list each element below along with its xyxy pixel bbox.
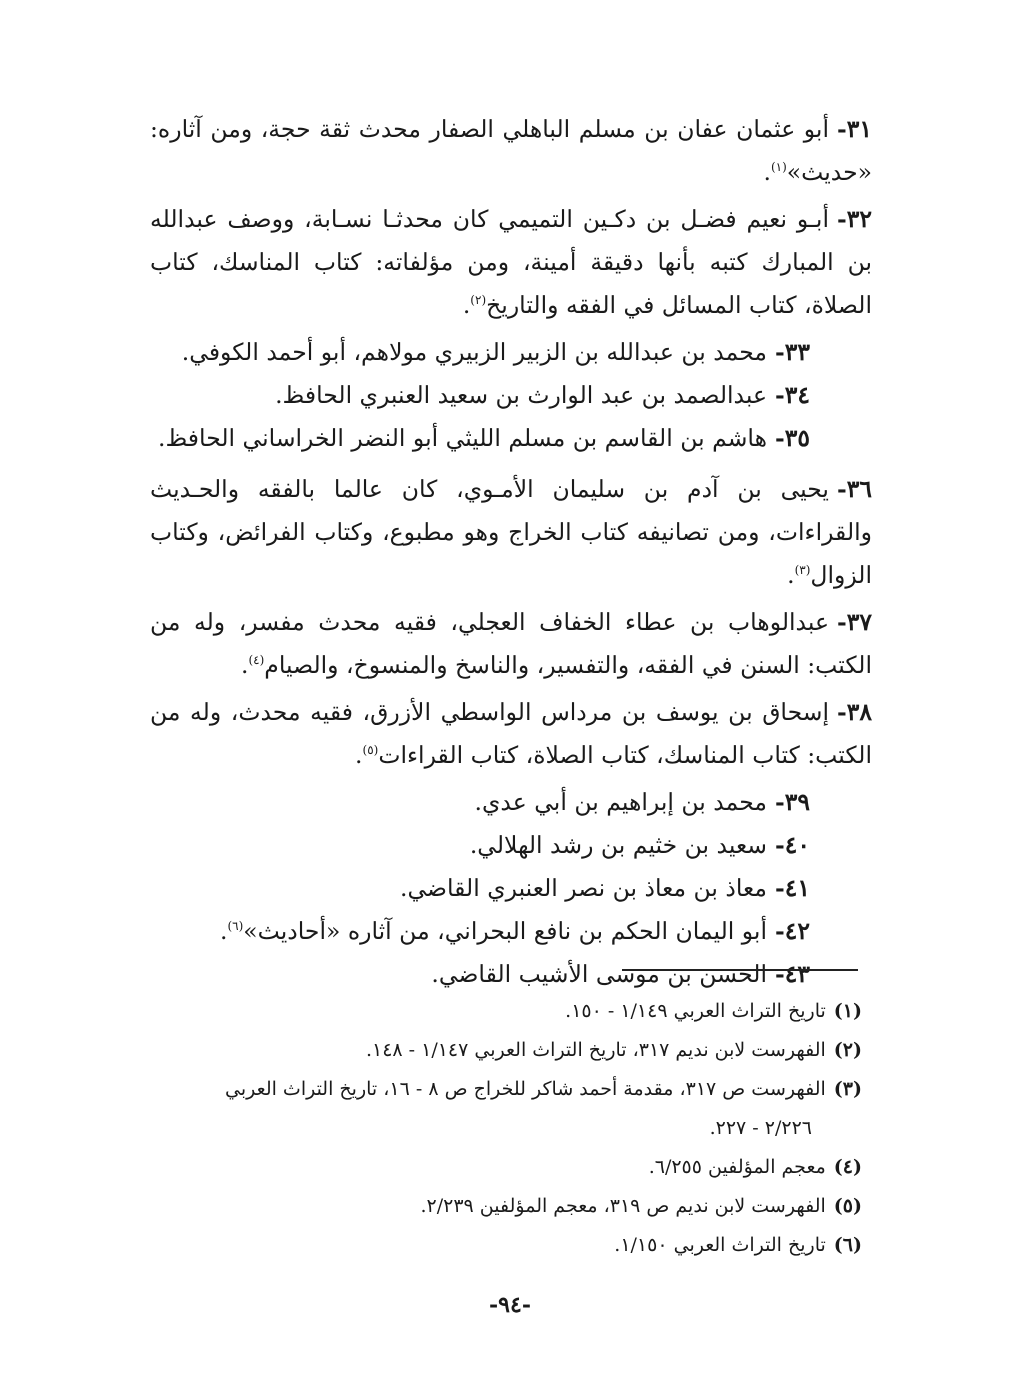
footnote-text: تاريخ التراث العربي ١/١٥٠. — [614, 1234, 826, 1256]
entry-number: ٤٣- — [774, 960, 810, 988]
entry-tail: . — [462, 291, 471, 319]
page-number: -٩٤- — [489, 1292, 531, 1318]
entry-number: ٣٥- — [774, 424, 810, 452]
entry-40 — [150, 824, 872, 867]
entry-31 — [150, 108, 872, 194]
footnote-2 — [150, 1031, 872, 1070]
footnote-number: (٤) — [833, 1156, 862, 1178]
entry-37 — [150, 601, 872, 687]
footnote-text: الفهرست لابن نديم ص ٣١٩، معجم المؤلفين ٢/٢٣٩. — [420, 1195, 826, 1217]
entry-33 — [150, 331, 872, 374]
biography-list — [150, 108, 872, 996]
footnote-number: (٢) — [833, 1039, 862, 1061]
entry-42 — [150, 910, 872, 953]
entry-number: ٣٢- — [836, 205, 872, 233]
entry-text: أبـو نعيم فضـل بن دكـين التميمي كان محدثـا نسـابة، ووصف عبدالله بن المبارك كتبه بأنها دقيقة أمينة، ومن مؤلفاته: كتاب المناسك، كتاب الصلاة، كتاب المسائل في الفقه والتاريخ — [150, 205, 872, 319]
entry-tail: . — [219, 917, 228, 945]
entry-text: هاشم بن القاسم بن مسلم الليثي أبو النضر الخراساني الحافظ. — [158, 424, 767, 452]
entry-text: إسحاق بن يوسف بن مرداس الواسطي الأزرق، فقيه محدث، وله من الكتب: كتاب المناسك، كتاب الصلاة، كتاب القراءات — [150, 698, 872, 769]
entry-tail: . — [763, 158, 771, 186]
entry-number: ٣٧- — [836, 608, 872, 636]
entry-number: ٣٦- — [836, 475, 872, 503]
footnote-text: الفهرست لابن نديم ٣١٧، تاريخ التراث العربي ١/١٤٧ - ١٤٨. — [365, 1039, 826, 1061]
entry-text: سعيد بن خثيم بن رشد الهلالي. — [469, 831, 767, 859]
entry-number: ٤٢- — [774, 917, 810, 945]
entry-number: ٣٤- — [774, 381, 810, 409]
footnote-6 — [150, 1226, 872, 1265]
footnotes — [150, 992, 872, 1265]
entry-32 — [150, 198, 872, 327]
footnote-number: (١) — [833, 1000, 862, 1022]
entry-tail: . — [240, 651, 249, 679]
footnote-text: تاريخ التراث العربي ١/١٤٩ - ١٥٠. — [565, 1000, 826, 1022]
footnote-ref: (٤) — [248, 653, 265, 668]
entry-text: محمد بن عبدالله بن الزبير الزبيري مولاهم، أبو أحمد الكوفي. — [181, 338, 767, 366]
footnote-ref: (٣) — [794, 563, 811, 578]
entry-tail: . — [355, 741, 363, 769]
entry-38 — [150, 691, 872, 777]
entry-number: ٤٠- — [774, 831, 810, 859]
entry-tail: . — [787, 561, 795, 589]
entry-text: عبدالوهاب بن عطاء الخفاف العجلي، فقيه محدث مفسر، وله من الكتب: السنن في الفقه، والتفسير، والناسخ والمنسوخ، والصيام — [150, 608, 872, 679]
entry-34 — [150, 374, 872, 417]
entry-number: ٣٣- — [774, 338, 810, 366]
entry-text: محمد بن إبراهيم بن أبي عدي. — [474, 788, 767, 816]
entry-43 — [150, 953, 872, 996]
entry-number: ٤١- — [774, 874, 810, 902]
footnote-continuation: ٢/٢٢٦ - ٢٢٧. — [709, 1117, 812, 1139]
entry-text: عبدالصمد بن عبد الوارث بن سعيد العنبري الحافظ. — [275, 381, 767, 409]
footnote-ref: (١) — [770, 160, 787, 175]
entry-41 — [150, 867, 872, 910]
entry-number: ٣٨- — [836, 698, 872, 726]
footnote-ref: (٦) — [227, 919, 244, 934]
footnote-1 — [150, 992, 872, 1031]
entry-text: أبو اليمان الحكم بن نافع البحراني، من آثاره «أحاديث» — [243, 917, 767, 945]
footnote-3 — [150, 1070, 872, 1148]
footnote-divider — [622, 969, 858, 971]
entry-number: ٣١- — [836, 115, 872, 143]
entry-number: ٣٩- — [774, 788, 810, 816]
entry-35 — [150, 417, 872, 460]
entry-36 — [150, 468, 872, 597]
footnote-text: الفهرست ص ٣١٧، مقدمة أحمد شاكر للخراج ص ٨ - ١٦، تاريخ التراث العربي — [225, 1078, 826, 1100]
footnote-5 — [150, 1187, 872, 1226]
entry-text: أبو عثمان عفان بن مسلم الباهلي الصفار محدث ثقة حجة، ومن آثاره: «حديث» — [150, 115, 872, 186]
footnote-ref: (٥) — [362, 743, 379, 758]
entry-text: الحسن بن موسى الأشيب القاضي. — [431, 960, 767, 988]
footnote-number: (٣) — [833, 1078, 862, 1100]
footnote-text: معجم المؤلفين ٦/٢٥٥. — [648, 1156, 826, 1178]
entry-text: معاذ بن معاذ بن نصر العنبري القاضي. — [400, 874, 767, 902]
footnote-number: (٦) — [833, 1234, 862, 1256]
entry-text: يحيى بن آدم بن سليمان الأمـوي، كان عالما بالفقه والحـديث والقراءات، ومن تصانيفه كتاب الخراج وهو مطبوع، وكتاب الفرائض، وكتاب الزوال — [150, 475, 872, 589]
footnote-number: (٥) — [833, 1195, 862, 1217]
footnote-4 — [150, 1148, 872, 1187]
entry-39 — [150, 781, 872, 824]
footnote-ref: (٢) — [470, 293, 487, 308]
